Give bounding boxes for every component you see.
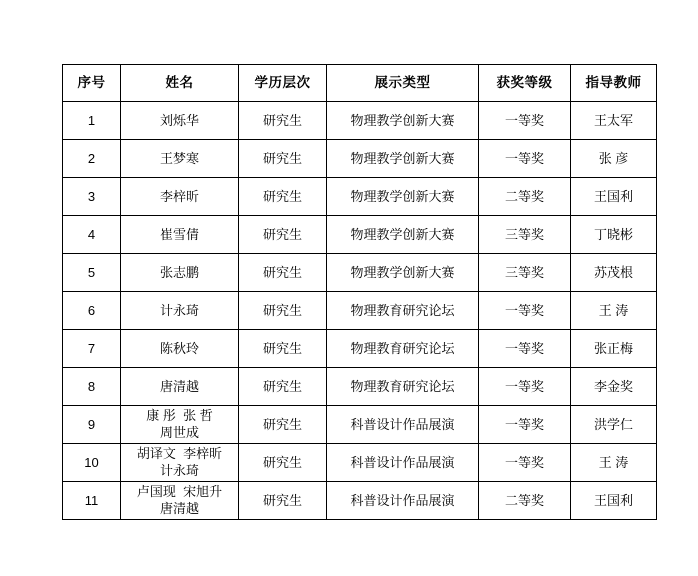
column-header-teacher: 指导教师 bbox=[571, 65, 657, 102]
cell-teacher: 王国利 bbox=[571, 482, 657, 520]
cell-name-line: 康 彤 张 哲 bbox=[146, 408, 213, 424]
column-header-award: 获奖等级 bbox=[479, 65, 571, 102]
cell-no: 9 bbox=[63, 406, 121, 444]
cell-no: 10 bbox=[63, 444, 121, 482]
table-row bbox=[63, 292, 657, 330]
table-header-row bbox=[63, 65, 657, 102]
cell-name-line: 卢国现 宋旭升 bbox=[136, 484, 223, 500]
cell-name: 王梦寒 bbox=[121, 140, 239, 178]
cell-name: 刘烁华 bbox=[121, 102, 239, 140]
cell-teacher: 张 彦 bbox=[571, 140, 657, 178]
cell-level: 研究生 bbox=[239, 368, 327, 406]
cell-no: 3 bbox=[63, 178, 121, 216]
cell-level: 研究生 bbox=[239, 292, 327, 330]
table-row bbox=[63, 482, 657, 520]
cell-teacher: 张正梅 bbox=[571, 330, 657, 368]
table-row bbox=[63, 216, 657, 254]
table-header bbox=[63, 65, 657, 102]
cell-award: 三等奖 bbox=[479, 254, 571, 292]
cell-no: 1 bbox=[63, 102, 121, 140]
table-row bbox=[63, 102, 657, 140]
cell-no: 5 bbox=[63, 254, 121, 292]
cell-type: 物理教学创新大赛 bbox=[327, 254, 479, 292]
cell-teacher: 王国利 bbox=[571, 178, 657, 216]
cell-no: 4 bbox=[63, 216, 121, 254]
cell-teacher: 丁晓彬 bbox=[571, 216, 657, 254]
cell-no: 11 bbox=[63, 482, 121, 520]
table-row bbox=[63, 140, 657, 178]
cell-award: 一等奖 bbox=[479, 292, 571, 330]
cell-level: 研究生 bbox=[239, 406, 327, 444]
cell-name bbox=[121, 406, 239, 444]
cell-teacher: 王 涛 bbox=[571, 444, 657, 482]
cell-type: 科普设计作品展演 bbox=[327, 482, 479, 520]
cell-name-line: 周世成 bbox=[159, 424, 199, 440]
cell-type: 物理教学创新大赛 bbox=[327, 102, 479, 140]
table-row bbox=[63, 444, 657, 482]
cell-no: 6 bbox=[63, 292, 121, 330]
cell-type: 物理教学创新大赛 bbox=[327, 178, 479, 216]
cell-no: 8 bbox=[63, 368, 121, 406]
cell-award: 一等奖 bbox=[479, 368, 571, 406]
cell-type: 物理教育研究论坛 bbox=[327, 368, 479, 406]
cell-name bbox=[121, 482, 239, 520]
column-header-name: 姓名 bbox=[121, 65, 239, 102]
cell-level: 研究生 bbox=[239, 140, 327, 178]
table-row bbox=[63, 368, 657, 406]
cell-no: 2 bbox=[63, 140, 121, 178]
cell-type: 物理教学创新大赛 bbox=[327, 140, 479, 178]
cell-level: 研究生 bbox=[239, 254, 327, 292]
cell-award: 二等奖 bbox=[479, 178, 571, 216]
award-table bbox=[62, 64, 657, 520]
cell-name-line: 胡译文 李梓昕 bbox=[136, 446, 223, 462]
cell-award: 二等奖 bbox=[479, 482, 571, 520]
cell-no: 7 bbox=[63, 330, 121, 368]
cell-type: 物理教学创新大赛 bbox=[327, 216, 479, 254]
cell-name-line: 唐清越 bbox=[159, 500, 199, 516]
cell-award: 一等奖 bbox=[479, 102, 571, 140]
cell-teacher: 洪学仁 bbox=[571, 406, 657, 444]
cell-level: 研究生 bbox=[239, 330, 327, 368]
column-header-level: 学历层次 bbox=[239, 65, 327, 102]
cell-type: 科普设计作品展演 bbox=[327, 406, 479, 444]
cell-teacher: 李金奖 bbox=[571, 368, 657, 406]
cell-teacher: 苏茂根 bbox=[571, 254, 657, 292]
cell-award: 一等奖 bbox=[479, 330, 571, 368]
cell-award: 三等奖 bbox=[479, 216, 571, 254]
cell-name-lines bbox=[121, 482, 238, 519]
cell-name: 张志鹏 bbox=[121, 254, 239, 292]
cell-name: 陈秋玲 bbox=[121, 330, 239, 368]
cell-award: 一等奖 bbox=[479, 140, 571, 178]
cell-award: 一等奖 bbox=[479, 444, 571, 482]
table-row bbox=[63, 254, 657, 292]
cell-teacher: 王 涛 bbox=[571, 292, 657, 330]
column-header-no: 序号 bbox=[63, 65, 121, 102]
award-table-container bbox=[62, 64, 642, 520]
table-row bbox=[63, 330, 657, 368]
table-row bbox=[63, 178, 657, 216]
cell-level: 研究生 bbox=[239, 482, 327, 520]
cell-level: 研究生 bbox=[239, 102, 327, 140]
cell-teacher: 王太军 bbox=[571, 102, 657, 140]
cell-name bbox=[121, 444, 239, 482]
cell-name-line: 计永琦 bbox=[159, 462, 199, 478]
cell-name-lines bbox=[121, 444, 238, 481]
cell-type: 物理教育研究论坛 bbox=[327, 292, 479, 330]
cell-name: 李梓昕 bbox=[121, 178, 239, 216]
table-row bbox=[63, 406, 657, 444]
cell-level: 研究生 bbox=[239, 444, 327, 482]
cell-level: 研究生 bbox=[239, 216, 327, 254]
cell-name: 崔雪倩 bbox=[121, 216, 239, 254]
cell-type: 物理教育研究论坛 bbox=[327, 330, 479, 368]
cell-level: 研究生 bbox=[239, 178, 327, 216]
column-header-type: 展示类型 bbox=[327, 65, 479, 102]
table-body bbox=[63, 102, 657, 520]
cell-name: 唐清越 bbox=[121, 368, 239, 406]
cell-name: 计永琦 bbox=[121, 292, 239, 330]
cell-award: 一等奖 bbox=[479, 406, 571, 444]
cell-type: 科普设计作品展演 bbox=[327, 444, 479, 482]
cell-name-lines bbox=[121, 406, 238, 443]
